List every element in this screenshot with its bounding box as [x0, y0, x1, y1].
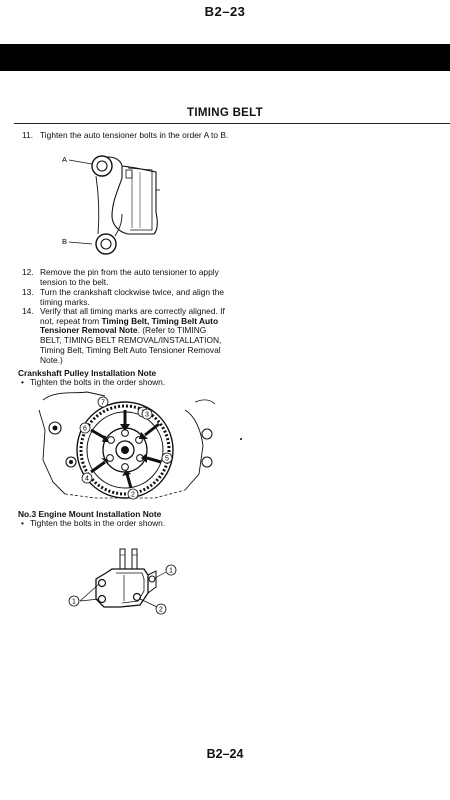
- bolt-order-3: 3: [145, 411, 149, 419]
- mount-order-1-right: 1: [169, 567, 173, 575]
- bullet-text: Tighten the bolts in the order shown.: [30, 377, 166, 387]
- bolt-order-7: 7: [101, 399, 105, 407]
- step-11: [22, 131, 232, 141]
- step-14: [22, 307, 230, 365]
- step-number: 13.: [22, 287, 34, 297]
- top-page-number: B2–23: [204, 4, 246, 19]
- mount-order-1-left: 1: [72, 598, 76, 606]
- bolt-order-4: 4: [85, 475, 89, 483]
- bullet-text: Tighten the bolts in the order shown.: [30, 518, 166, 528]
- step-number: 11.: [22, 130, 34, 140]
- crank-note-bullet: • Tighten the bolts in the order shown.: [21, 377, 166, 387]
- bolt-a-icon: [92, 156, 112, 176]
- step-number: 14.: [22, 306, 34, 316]
- bolt-label-b: B: [62, 237, 68, 246]
- step-number: 12.: [22, 267, 34, 277]
- step-text: Tighten the auto tensioner bolts in the order A to B.: [40, 130, 229, 140]
- step-text: Remove the pin from the auto tensioner to apply tension to the belt.: [40, 267, 219, 287]
- section-title: TIMING BELT: [187, 107, 263, 119]
- step-12: [22, 268, 230, 287]
- bolt-label-a: A: [62, 155, 68, 164]
- bottom-page-number: B2–24: [206, 747, 244, 761]
- step-text: [40, 307, 230, 365]
- crankshaft-pulley-figure: [35, 390, 250, 505]
- bolt-order-2: 2: [131, 491, 135, 499]
- crank-note-title: Crankshaft Pulley Installation Note: [18, 368, 157, 378]
- speck: [240, 438, 242, 440]
- mount-order-2: 2: [159, 606, 163, 614]
- step-13: [22, 288, 230, 307]
- title-rule: [14, 123, 450, 124]
- bolt-order-6: 6: [83, 425, 87, 433]
- black-band: [0, 44, 450, 71]
- step-text: Turn the crankshaft clockwise twice, and align the timing marks.: [40, 287, 225, 307]
- engine-mount-figure: [60, 545, 185, 625]
- step-text-b: . (Refer to TIMING BELT, TIMING BELT REMOVAL/INSTALLATION, Timing Belt, Timing Belt Auto Tensioner Removal Note.): [40, 325, 222, 365]
- mount-note-title: No.3 Engine Mount Installation Note: [18, 509, 162, 519]
- step-text-bold: Timing Belt, Timing Belt Auto Tensioner Removal Note: [40, 315, 219, 336]
- bolt-b-icon: [96, 234, 116, 254]
- bolt-order-5: 5: [165, 455, 169, 463]
- step-text-a: Verify that all timing marks are correctly aligned. If not, repeat from: [40, 306, 225, 326]
- auto-tensioner-figure: [60, 150, 180, 260]
- mount-note-bullet: • Tighten the bolts in the order shown.: [21, 518, 166, 528]
